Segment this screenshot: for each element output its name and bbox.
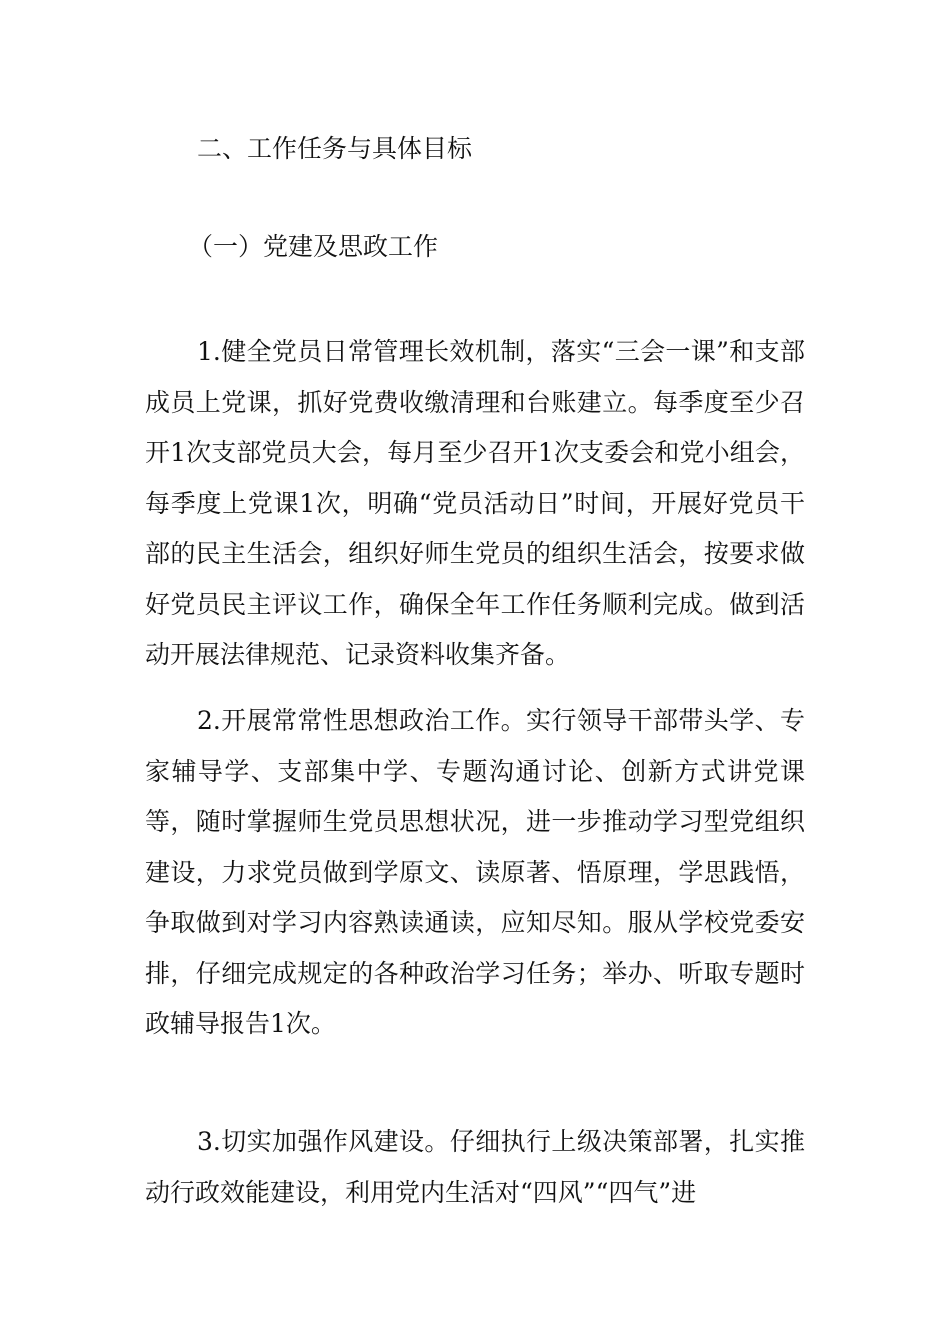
paragraph-2: 2.开展常常性思想政治工作。实行领导干部带头学、专家辅导学、支部集中学、专题沟通讨论、创新方式讲党课等，随时掌握师生党员思想状况，进一步推动学习型党组织建设，力求党员做到学原文、读原著、悟原理，学思践悟，争取做到对学习内容熟读通读，应知尽知。服从学校党委安排，仔细完成规定的各种政治学习任务；举办、听取专题时政辅导报告1次。 <box>145 706 805 1038</box>
paragraph-1: 1.健全党员日常管理长效机制，落实“三会一课”和支部成员上党课，抓好党费收缴清理和台账建立。每季度至少召开1次支部党员大会，每月至少召开1次支委会和党小组会，每季度上党课1次，明确“党员活动日”时间，开展好党员干部的民主生活会，组织好师生党员的组织生活会，按要求做好党员民主评议工作，确保全年工作任务顺利完成。做到活动开展法律规范、记录资料收集齐备。 <box>145 337 805 669</box>
section-heading: 二、工作任务与具体目标 <box>197 134 473 163</box>
paragraph-3: 3.切实加强作风建设。仔细执行上级决策部署，扎实推动行政效能建设，利用党内生活对“四风”“四气”进 <box>145 1127 805 1207</box>
subsection-heading: （一）党建及思政工作 <box>188 232 439 261</box>
